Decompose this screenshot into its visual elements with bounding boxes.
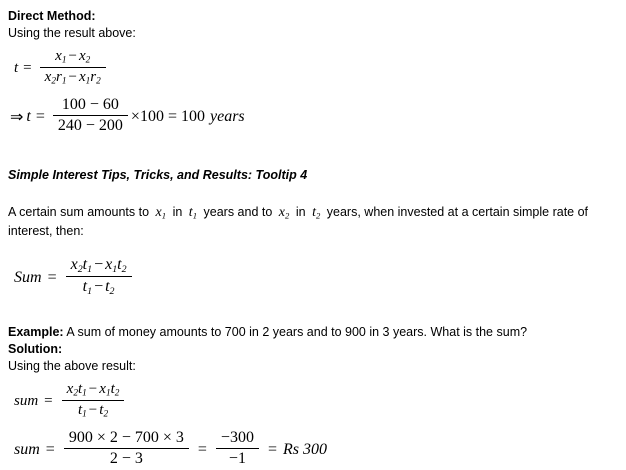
sol-eq1-fraction	[62, 381, 125, 419]
sol-eq2-denominator-1: 2 − 3	[109, 450, 143, 468]
example-label: Example:	[8, 325, 64, 340]
example-section	[8, 324, 616, 470]
eq1-equals: =	[23, 60, 32, 77]
sol-eq2-denominator-2: −1	[228, 450, 246, 468]
solution-label: Solution:	[8, 341, 63, 356]
tooltip-formula	[8, 255, 616, 299]
statement-part-5: years, when invested at a certain simple rate of	[326, 204, 589, 219]
sol-eq2-numerator-1: 900 × 2 − 700 × 3	[64, 429, 189, 449]
eq2-numerator: 100 − 60	[53, 96, 128, 116]
direct-method-section	[8, 8, 616, 137]
example-line	[8, 324, 616, 341]
sol-eq2-equals-3: =	[267, 441, 277, 459]
eq1-fraction	[40, 48, 106, 86]
eq1-numerator: $x_1 - x_2$	[40, 48, 106, 68]
eq2-fraction	[53, 96, 128, 135]
sol-eq2-fraction-2	[216, 429, 259, 468]
sol-eq2-result: Rs 300	[282, 441, 327, 459]
eq2-lhs: t	[26, 108, 31, 126]
eq1-denominator: $x_2r_1 - x_1r_2$	[44, 68, 101, 87]
statement-part-2: in	[172, 204, 183, 219]
sol-eq2-numerator-2: −300	[216, 429, 259, 449]
statement-part-3: years and to	[203, 204, 273, 219]
eq2-result: 100	[180, 108, 205, 126]
sol-eq2-equals-2: =	[197, 441, 207, 459]
tooltip-statement-line2: interest, then:	[8, 223, 84, 238]
tooltip-statement	[8, 204, 616, 223]
statement-t2: $t_2$	[312, 204, 321, 221]
direct-method-heading: Direct Method:	[8, 9, 96, 23]
formula-numerator: $x_2t_1 - x_1t_2$	[66, 256, 132, 277]
sol-eq1-numerator: $x_2t_1 - x_1t_2$	[62, 381, 125, 401]
example-text: A sum of money amounts to 700 in 2 years and to 900 in 3 years. What is the sum?	[66, 325, 528, 340]
direct-method-subtext: Using the result above:	[8, 25, 136, 40]
sol-eq2-equals: =	[45, 441, 55, 459]
direct-method-equation-1	[8, 50, 616, 88]
sol-eq2-fraction-1	[64, 429, 189, 468]
formula-lhs: Sum	[14, 268, 42, 286]
sol-eq1-denominator: $t_1 - t_2$	[77, 401, 109, 420]
statement-x1: $x_1$	[155, 204, 167, 221]
tooltip-heading: Simple Interest Tips, Tricks, and Results: Tooltip 4	[8, 167, 308, 182]
eq2-unit: years	[209, 108, 245, 126]
eq1-lhs: t	[14, 60, 19, 77]
eq2-denominator: 240 − 200	[57, 117, 123, 135]
formula-equals: =	[47, 268, 57, 286]
formula-denominator: $t_1 - t_2$	[82, 277, 115, 297]
direct-method-equation-2	[8, 98, 616, 137]
sol-eq1-lhs: sum	[14, 393, 39, 410]
solution-equation-2	[8, 431, 616, 470]
solution-text: Using the above result:	[8, 358, 136, 373]
eq2-times: ×	[130, 108, 140, 126]
sol-eq1-equals: =	[44, 393, 53, 410]
sol-eq2-lhs: sum	[14, 441, 40, 459]
eq2-equals: =	[35, 108, 45, 126]
formula-fraction	[66, 256, 132, 297]
statement-t1: $t_1$	[188, 204, 198, 221]
statement-part-1: A certain sum amounts to	[8, 204, 150, 219]
solution-equation-1	[8, 383, 616, 421]
eq2-arrow: ⇒	[10, 109, 24, 127]
statement-x2: $x_2$	[278, 204, 290, 221]
tooltip-section	[8, 167, 616, 298]
eq2-factor: 100	[139, 108, 164, 126]
eq2-equals-2: =	[167, 108, 177, 126]
statement-part-4: in	[295, 204, 306, 219]
